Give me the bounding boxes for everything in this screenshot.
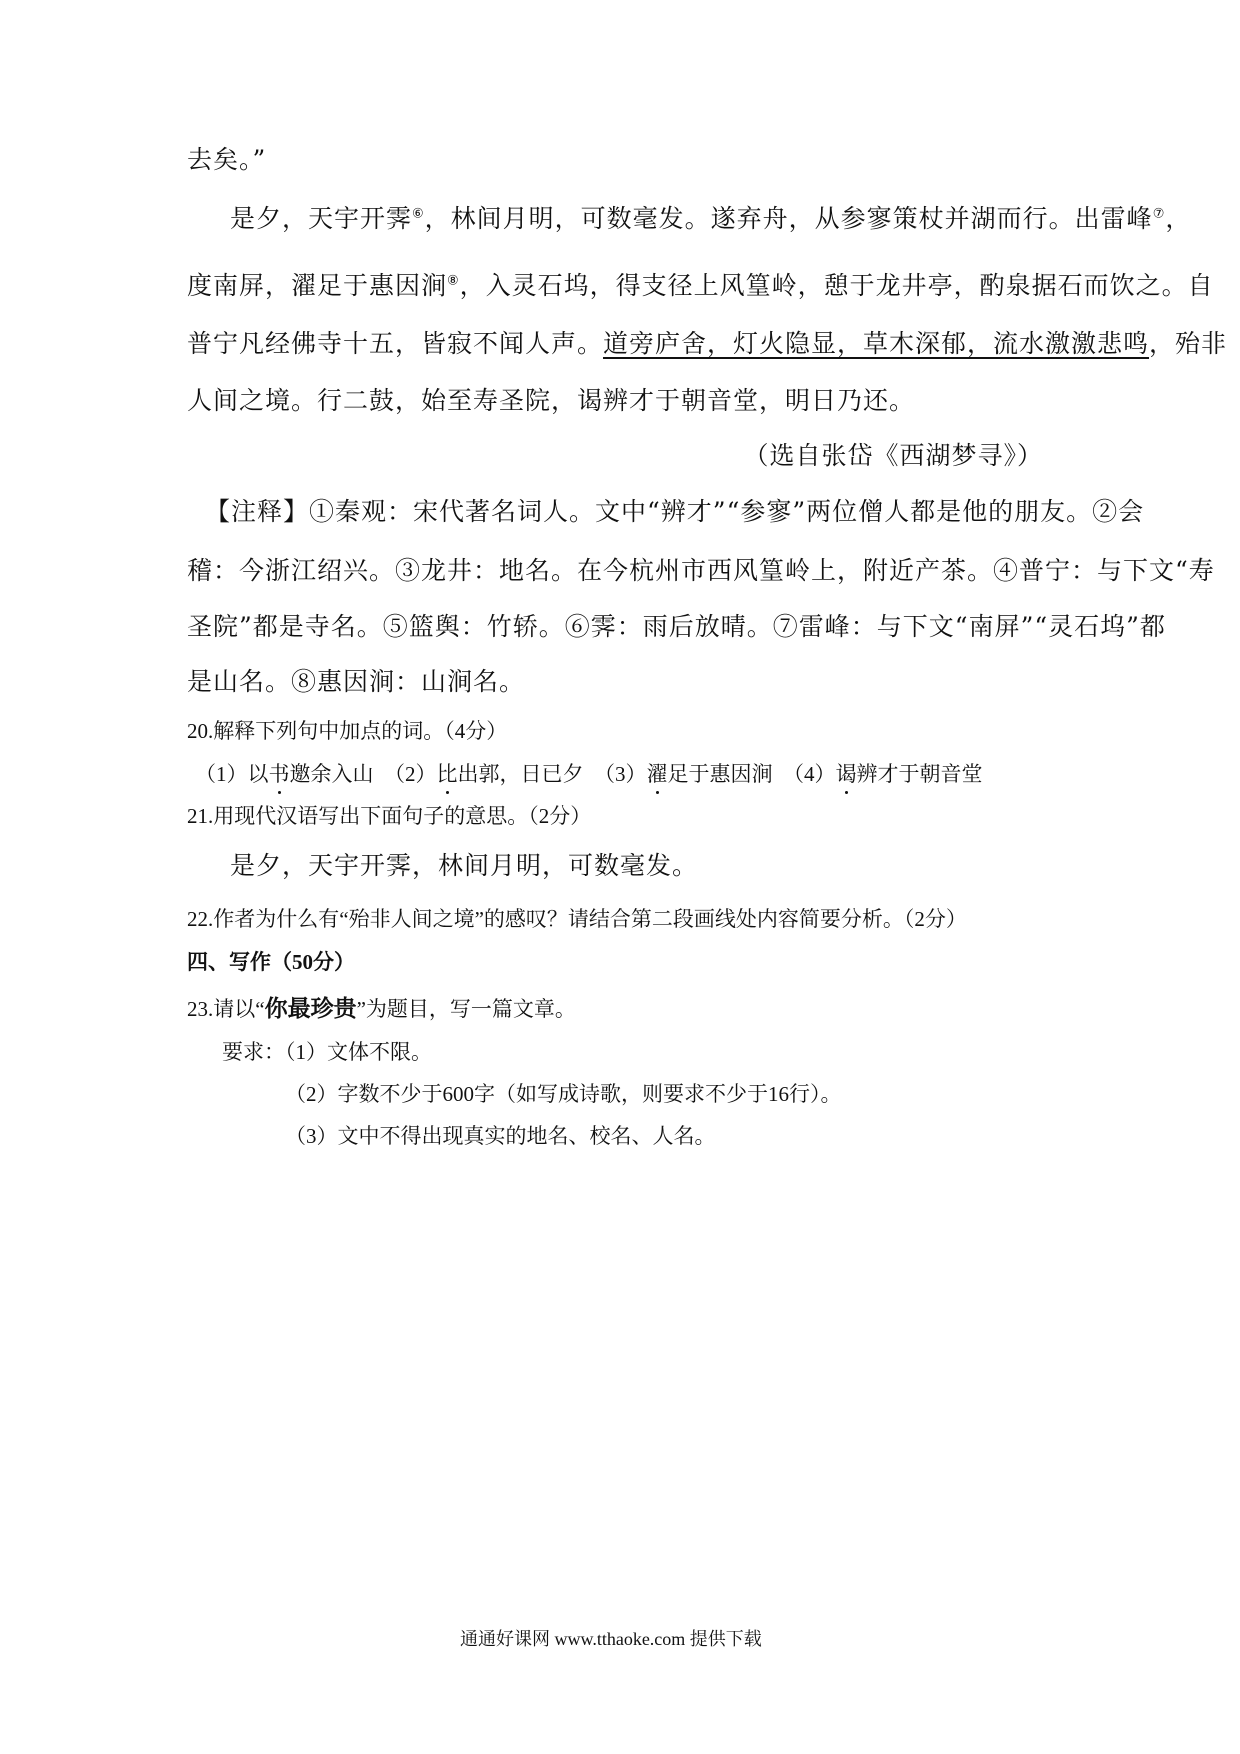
- footnote-ref: ⑥: [412, 206, 425, 222]
- text: 23.请以“: [187, 997, 265, 1021]
- passage-p2-line3: [187, 324, 1227, 360]
- page-footer: 通通好课网 www.tthaoke.com 提供下载: [460, 1629, 762, 1649]
- underlined-text: 道旁庐舍，灯火隐显，草木深郁，流水激激悲鸣: [603, 329, 1150, 358]
- writing-section-heading: 四、写作（50分）: [187, 950, 355, 974]
- passage-p2-line4: 人间之境。行二鼓，始至寿圣院，谒辨才于朝音堂，明日乃还。: [187, 386, 916, 415]
- text: 足于惠因涧 （4）: [667, 762, 836, 786]
- passage-p2-line1: [230, 199, 1191, 235]
- question-23: [187, 990, 576, 1023]
- passage-source: （选自张岱《西湖梦寻》）: [743, 441, 1043, 470]
- question-21-sentence: 是夕，天宇开霁，林间月明，可数毫发。: [230, 851, 699, 880]
- question-20: 20.解释下列句中加点的词。（4分）: [187, 719, 508, 743]
- footnote-ref: ⑦: [1152, 206, 1166, 222]
- passage-p2-line2: [187, 266, 1214, 302]
- text: （1）以: [195, 762, 269, 786]
- text: ”为题目，写一篇文章。: [356, 997, 576, 1021]
- text: ，: [1165, 204, 1192, 233]
- text: 邀余入山 （2）: [289, 762, 437, 786]
- question-21: 21.用现代汉语写出下面句子的意思。（2分）: [187, 804, 592, 828]
- notes-line3: 圣院”都是寺名。⑤篮舆：竹轿。⑥霁：雨后放晴。⑦雷峰：与下文“南屏”“灵石坞”都: [187, 612, 1166, 641]
- requirement-1: 要求：（1）文体不限。: [222, 1040, 432, 1064]
- text: 是夕，天宇开霁: [230, 204, 413, 233]
- passage-p1-end: 去矣。”: [187, 145, 267, 174]
- notes-line2: 稽：今浙江绍兴。③龙井：地名。在今杭州市西风篁岭上，附近产茶。④普宁：与下文“寿: [187, 556, 1215, 585]
- dotted-word: 书: [268, 762, 290, 786]
- footnote-ref: ⑧: [447, 273, 460, 289]
- text: 出郭，日已夕 （3）: [457, 762, 647, 786]
- requirement-2: （2）字数不少于600字（如写成诗歌，则要求不少于16行）。: [285, 1082, 842, 1106]
- question-20-items: [195, 758, 983, 788]
- text: 度南屏，濯足于惠因涧: [187, 271, 448, 300]
- dotted-word: 谒: [835, 762, 857, 786]
- notes-line4: 是山名。⑧惠因涧：山涧名。: [187, 667, 526, 696]
- dotted-word: 比: [436, 762, 458, 786]
- text: 辨才于朝音堂: [856, 762, 983, 786]
- notes-line1: 【注释】①秦观：宋代著名词人。文中“辨才”“参寥”两位僧人都是他的朋友。②会: [205, 497, 1145, 526]
- question-22: 22.作者为什么有“殆非人间之境”的感叹？请结合第二段画线处内容简要分析。（2分）: [187, 907, 967, 931]
- text: ，入灵石坞，得支径上风篁岭，憩于龙井亭，酌泉据石而饮之。自: [459, 271, 1214, 300]
- essay-title: 你最珍贵: [264, 996, 357, 1022]
- text: ，殆非: [1149, 329, 1228, 358]
- text: 普宁凡经佛寺十五，皆寂不闻人声。: [187, 329, 604, 358]
- text: ，林间月明，可数毫发。遂弃舟，从参寥策杖并湖而行。出雷峰: [424, 204, 1153, 233]
- dotted-word: 濯: [646, 762, 668, 786]
- requirement-3: （3）文中不得出现真实的地名、校名、人名。: [285, 1124, 716, 1148]
